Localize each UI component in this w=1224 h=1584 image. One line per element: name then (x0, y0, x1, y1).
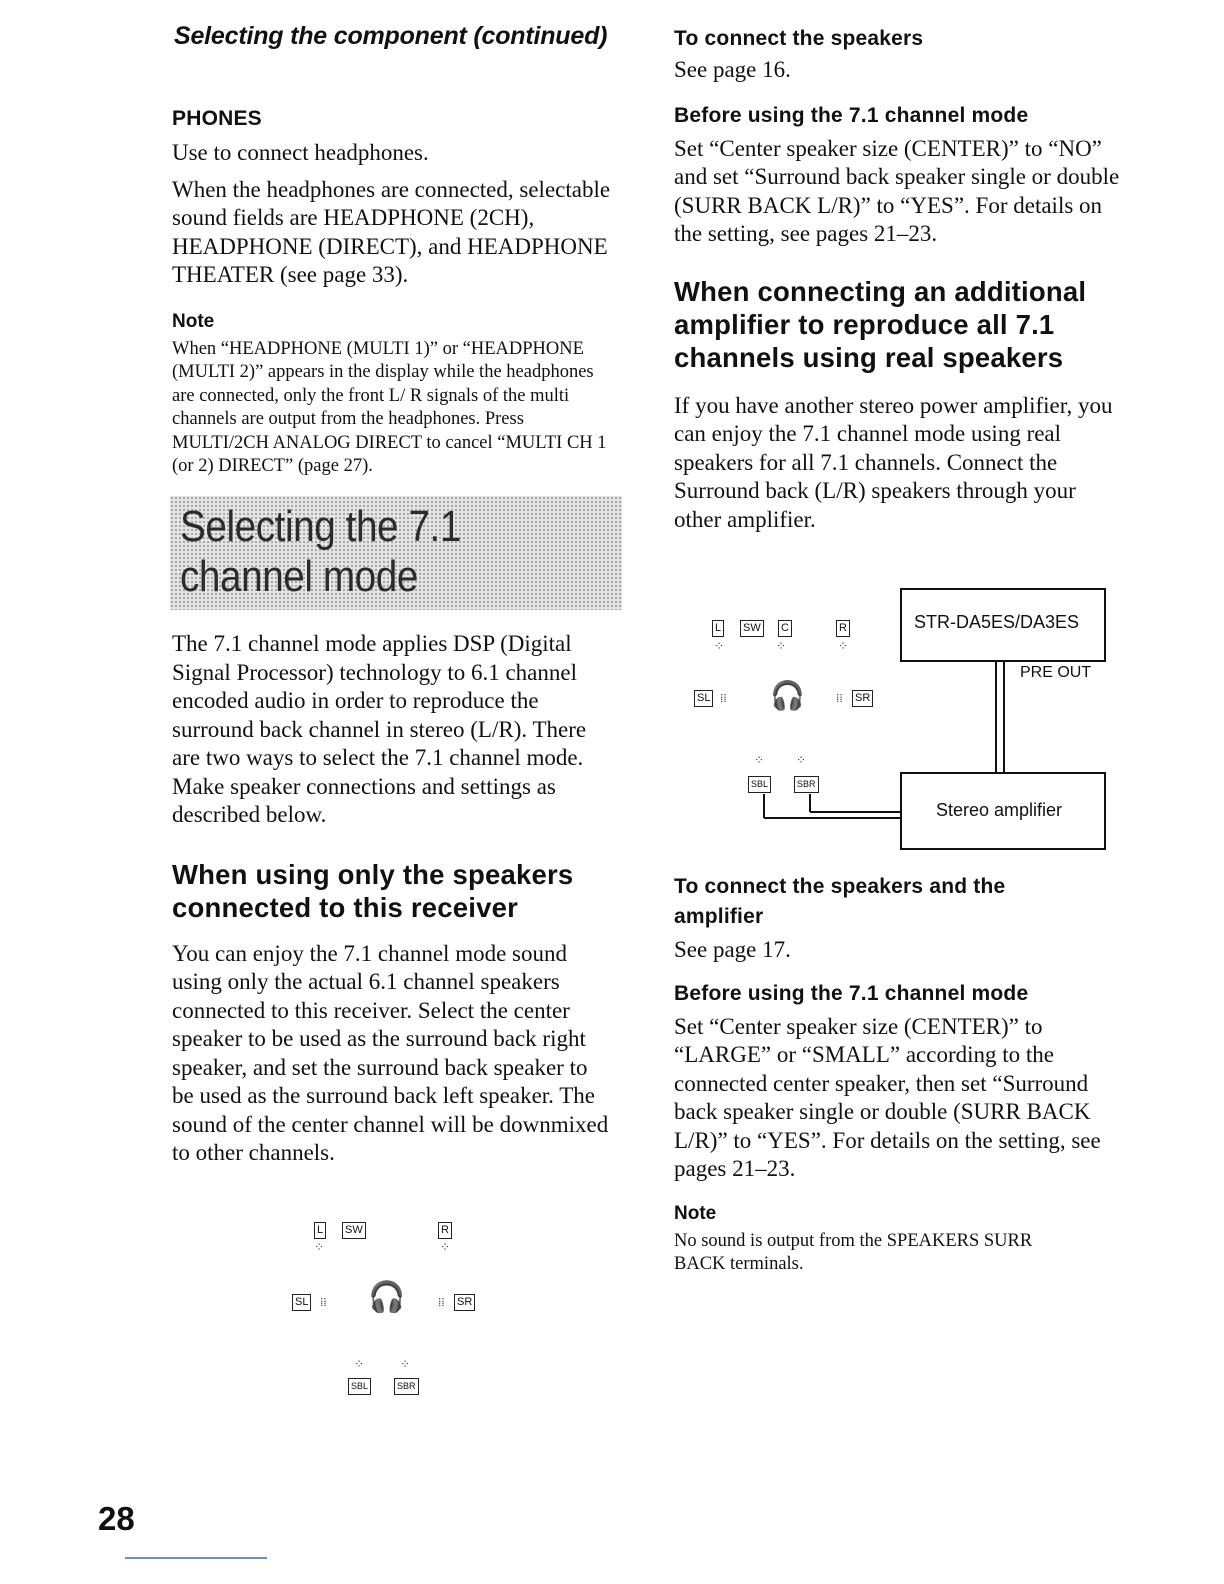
section-banner (170, 496, 622, 610)
speaker-sbl-icon: SBL (748, 776, 771, 793)
speaker-sr-icon: SR (852, 690, 873, 707)
connect-amplifier-text: See page 17. (674, 937, 791, 962)
heading-only-speakers: When using only the speakers connected to this receiver (172, 858, 574, 923)
sound-waves-icon: ⁘ (400, 1357, 411, 1371)
stereo-amplifier-box (900, 772, 1106, 850)
page-number: 28 (98, 1500, 135, 1537)
connect-speakers-text: See page 16. (674, 57, 791, 82)
speaker-sbl-icon: SBL (348, 1378, 371, 1395)
left-column (172, 100, 620, 479)
surr-back-note-text: No sound is output from the SPEAKERS SURR BACK terminals. (674, 1230, 1033, 1274)
before-mode-text-1: Set “Center speaker size (CENTER)” to “NO” and set “Surround back speaker single or double (SURR BACK L/R)” to “YES”. For details on the setting, see pages 21–23. (674, 135, 1120, 246)
sound-waves-icon: ⁘ (354, 1357, 365, 1371)
phones-sound-fields: When the headphones are connected, selectable sound fields are HEADPHONE (2CH), HEADPHONE (DIRECT), and HEADPHONE THEATER (see page 33). (172, 176, 611, 287)
right-column (674, 24, 1124, 534)
speaker-sbr-icon: SBR (794, 776, 819, 793)
left-column-lower (172, 630, 612, 1168)
sound-waves-icon: ⁞⁞ (320, 1295, 327, 1309)
stereo-amplifier-label: Stereo amplifier (936, 800, 1063, 820)
sound-waves-icon: ⁘ (796, 753, 807, 767)
bottom-rule (125, 1557, 267, 1559)
speaker-l-icon: L (314, 1222, 326, 1239)
phones-heading: PHONES (172, 107, 262, 130)
phones-intro: Use to connect headphones. (172, 140, 429, 165)
sound-waves-icon: ⁘ (440, 1240, 451, 1254)
sound-waves-icon: ⁞⁞ (438, 1295, 445, 1309)
speaker-r-icon: R (438, 1222, 452, 1239)
speaker-c-icon: C (778, 620, 792, 637)
speaker-sbr-icon: SBR (394, 1378, 419, 1395)
heading-additional-amplifier: When connecting an additional amplifier to reproduce all 7.1 channels using real speakers (674, 275, 1087, 373)
sound-waves-icon: ⁘ (754, 753, 765, 767)
before-mode-heading-1: Before using the 7.1 channel mode (674, 103, 1029, 127)
speaker-r-icon: R (836, 620, 850, 637)
sound-waves-icon: ⁘ (314, 1240, 325, 1254)
seven-one-intro: The 7.1 channel mode applies DSP (Digital Signal Processor) technology to 6.1 channel encoded audio in order to reproduce the surround back channel in stereo (L/R). There are two ways to select the 7.1 channel mode. Make speaker connections and settings as described below. (172, 631, 587, 827)
additional-amplifier-text: If you have another stereo power amplifier, you can enjoy the 7.1 channel mode using real speakers for all 7.1 channels. Connect the Surround back (L/R) speakers through your other amplifier. (674, 392, 1113, 532)
sound-waves-icon: ⁘ (714, 639, 725, 653)
before-mode-heading-2: Before using the 7.1 channel mode (674, 981, 1029, 1005)
sound-waves-icon: ⁞⁞ (836, 691, 843, 705)
amplifier-connection-diagram (690, 586, 1110, 856)
connect-speakers-heading: To connect the speakers (674, 27, 924, 50)
speaker-sr-icon: SR (454, 1294, 475, 1311)
sound-waves-icon: ⁘ (776, 639, 787, 653)
sound-waves-icon: ⁞⁞ (720, 691, 727, 705)
phones-note-text: When “HEADPHONE (MULTI 1)” or “HEADPHONE (MULTI 2)” appears in the display while the headphones are connected, only the front L/ R signals of the multi channels are output from the headphones. Press MULTI/2CH ANALOG DIRECT to cancel “MULTI CH 1 (or 2) DIRECT” (page 27). (172, 338, 607, 476)
only-speakers-text: You can enjoy the 7.1 channel mode sound using only the actual 6.1 channel speakers connected to this receiver. Select the center speaker to be used as the surround back right speaker, and set the surround back speaker to be used as the surround back left speaker. The sound of the center channel will be downmixed to other channels. (172, 940, 609, 1165)
surr-back-note-heading: Note (674, 1202, 717, 1224)
receiver-model: STR-DA5ES/DA3ES (914, 612, 1080, 632)
speaker-sl-icon: SL (292, 1294, 311, 1311)
speaker-sw-icon: SW (740, 620, 764, 637)
pre-out-label: PRE OUT (1020, 664, 1092, 681)
speaker-l-icon: L (712, 620, 724, 637)
speaker-layout-diagram (280, 1210, 500, 1410)
before-mode-text-2: Set “Center speaker size (CENTER)” to “LARGE” or “SMALL” according to the connected center speaker, then set “Surround back speaker single or double (SURR BACK L/R)” to “YES”. For details on the setting, see pages 21–23. (674, 1013, 1101, 1181)
receiver-box (900, 588, 1106, 662)
speaker-sw-icon: SW (342, 1222, 366, 1239)
section-title: Selecting the 7.1 channel mode (180, 502, 461, 601)
listener-icon: 🎧 (770, 681, 805, 712)
sound-waves-icon: ⁘ (838, 639, 849, 653)
running-head: Selecting the component (continued) (174, 22, 608, 50)
right-column-lower (674, 872, 1114, 1277)
speaker-sl-icon: SL (694, 690, 713, 707)
phones-note-heading: Note (172, 310, 215, 332)
connect-amplifier-heading: To connect the speakers and the amplifier (674, 875, 1006, 928)
listener-icon: 🎧 (368, 1281, 406, 1314)
